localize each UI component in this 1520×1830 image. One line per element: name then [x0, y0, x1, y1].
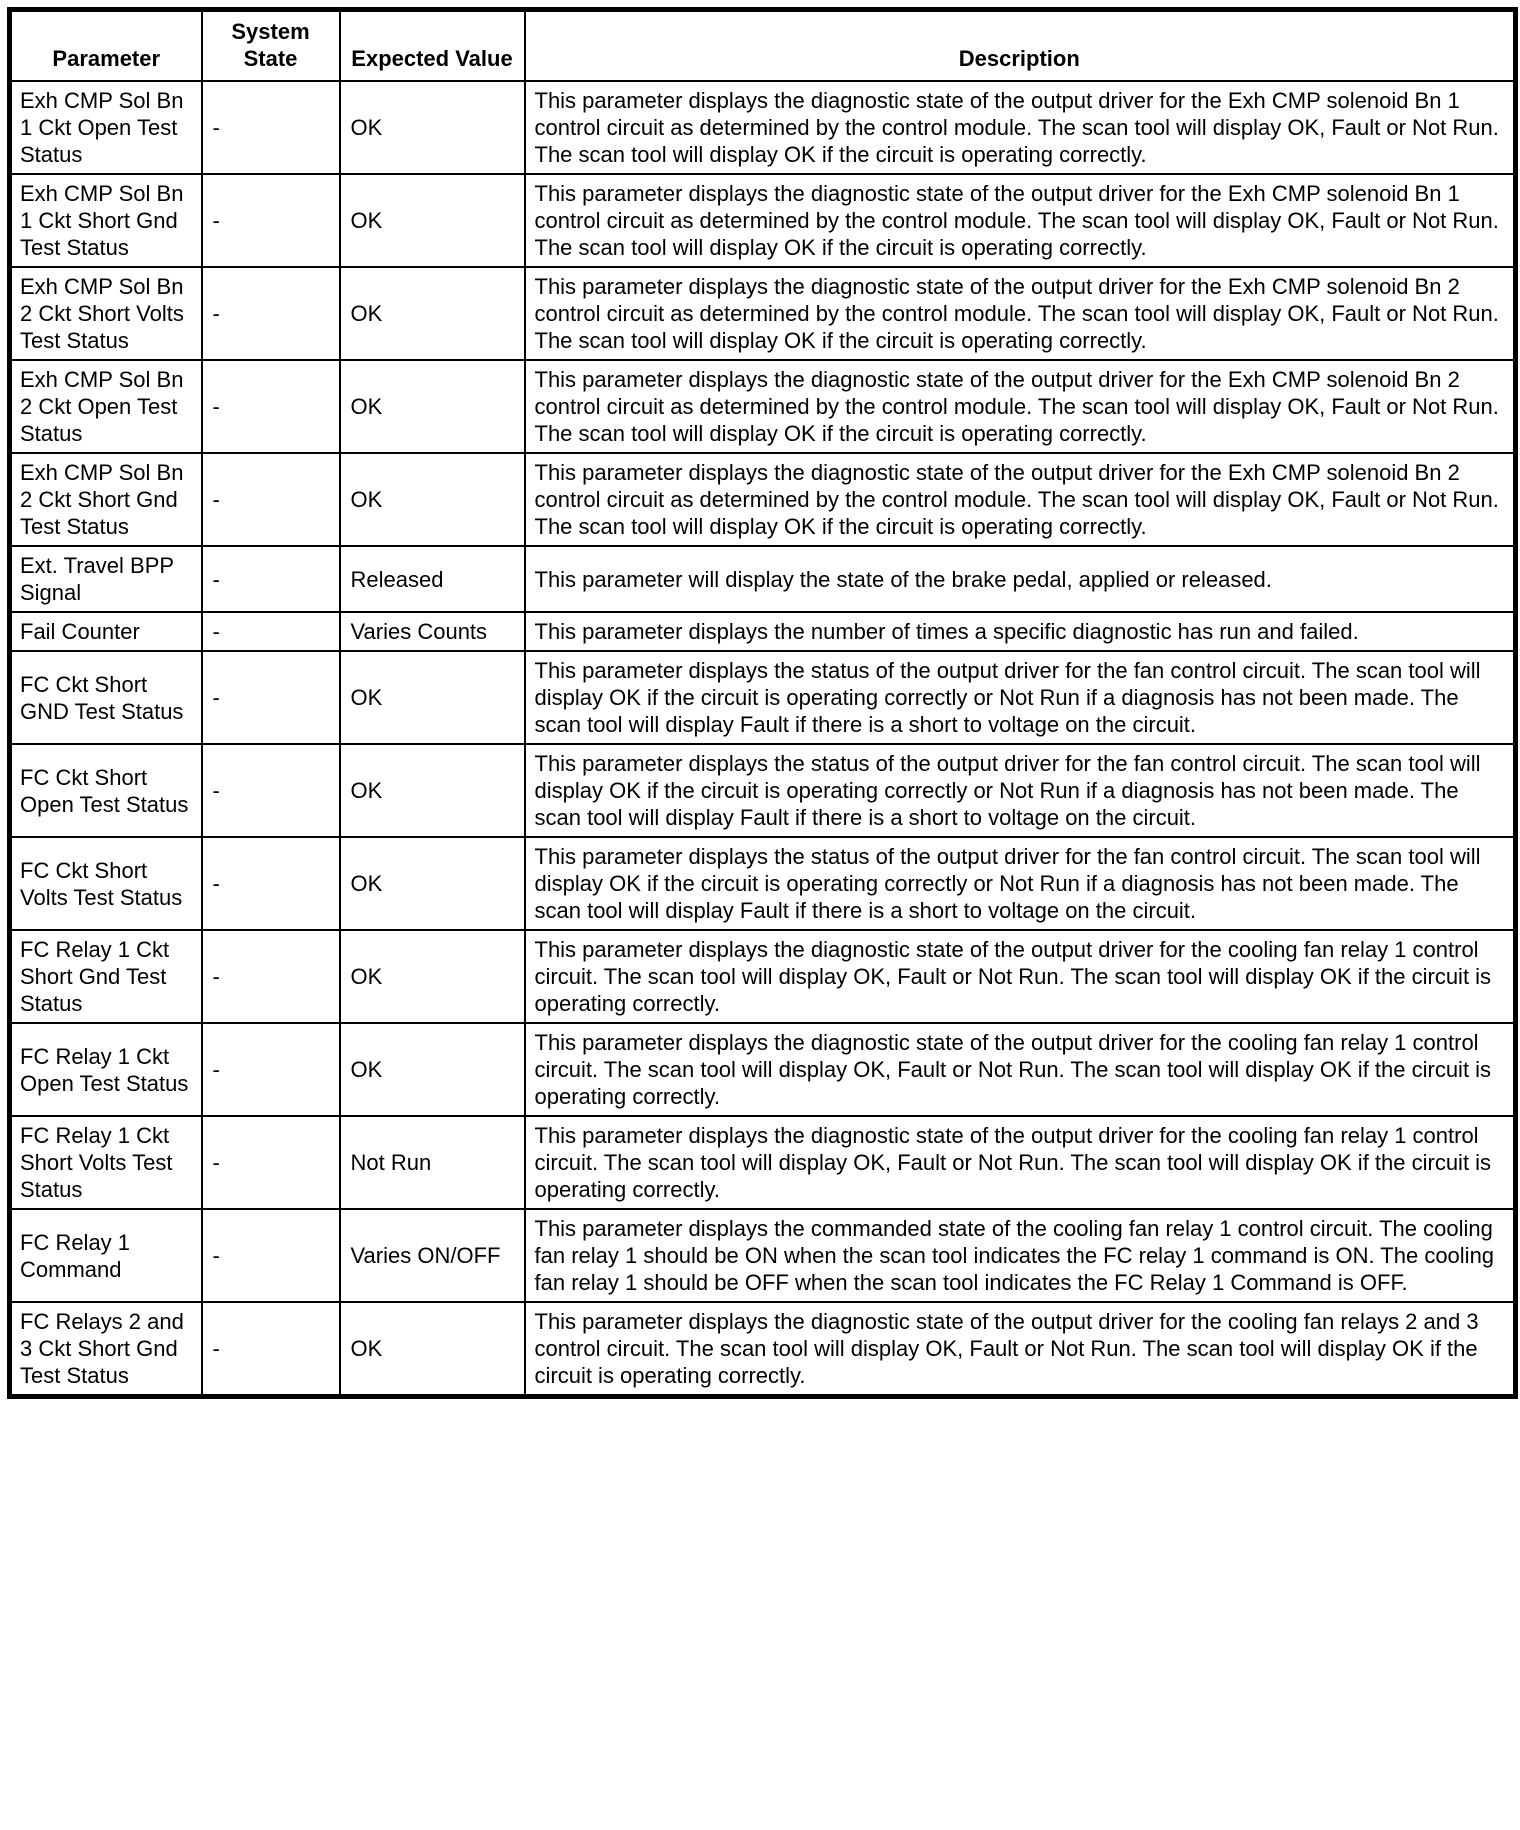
table-row	[10, 174, 1516, 267]
cell-description: This parameter will display the state of the brake pedal, applied or released.	[525, 546, 1516, 612]
cell-description: This parameter displays the diagnostic state of the output driver for the Exh CMP solenoid Bn 2 control circuit as determined by the control module. The scan tool will display OK, Fault or Not Run. The scan tool will display OK if the circuit is operating correctly.	[525, 360, 1516, 453]
cell-system-state: -	[202, 930, 340, 1023]
table-row	[10, 651, 1516, 744]
cell-expected-value: OK	[340, 174, 525, 267]
cell-parameter: FC Relay 1 Ckt Short Volts Test Status	[10, 1116, 202, 1209]
cell-expected-value: Varies Counts	[340, 612, 525, 651]
cell-parameter: FC Relays 2 and 3 Ckt Short Gnd Test Status	[10, 1302, 202, 1397]
cell-expected-value: OK	[340, 267, 525, 360]
cell-description: This parameter displays the status of the output driver for the fan control circuit. The scan tool will display OK if the circuit is operating correctly or Not Run if a diagnosis has not been made. The scan tool will display Fault if there is a short to voltage on the circuit.	[525, 837, 1516, 930]
cell-system-state: -	[202, 453, 340, 546]
table-row	[10, 267, 1516, 360]
cell-system-state: -	[202, 744, 340, 837]
table-row	[10, 612, 1516, 651]
cell-parameter: Exh CMP Sol Bn 2 Ckt Short Volts Test Status	[10, 267, 202, 360]
cell-system-state: -	[202, 267, 340, 360]
cell-expected-value: OK	[340, 453, 525, 546]
cell-expected-value: OK	[340, 651, 525, 744]
table-row	[10, 546, 1516, 612]
cell-system-state: -	[202, 1302, 340, 1397]
cell-system-state: -	[202, 612, 340, 651]
cell-description: This parameter displays the commanded state of the cooling fan relay 1 control circuit. The cooling fan relay 1 should be ON when the scan tool indicates the FC relay 1 command is ON. The cooling fan relay 1 should be OFF when the scan tool indicates the FC Relay 1 Command is OFF.	[525, 1209, 1516, 1302]
column-header-parameter: Parameter	[10, 10, 202, 82]
cell-parameter: Ext. Travel BPP Signal	[10, 546, 202, 612]
cell-expected-value: Varies ON/OFF	[340, 1209, 525, 1302]
cell-system-state: -	[202, 1209, 340, 1302]
cell-expected-value: OK	[340, 360, 525, 453]
table-header-row	[10, 10, 1516, 82]
column-header-system-state: System State	[202, 10, 340, 82]
cell-system-state: -	[202, 360, 340, 453]
cell-system-state: -	[202, 81, 340, 174]
table-row	[10, 744, 1516, 837]
cell-parameter: FC Ckt Short Open Test Status	[10, 744, 202, 837]
cell-description: This parameter displays the diagnostic state of the output driver for the Exh CMP solenoid Bn 2 control circuit as determined by the control module. The scan tool will display OK, Fault or Not Run. The scan tool will display OK if the circuit is operating correctly.	[525, 267, 1516, 360]
table-row	[10, 837, 1516, 930]
table-row	[10, 1302, 1516, 1397]
cell-description: This parameter displays the diagnostic state of the output driver for the cooling fan relay 1 control circuit. The scan tool will display OK, Fault or Not Run. The scan tool will display OK if the circuit is operating correctly.	[525, 1023, 1516, 1116]
cell-expected-value: Not Run	[340, 1116, 525, 1209]
cell-expected-value: OK	[340, 1023, 525, 1116]
table-row	[10, 1023, 1516, 1116]
cell-system-state: -	[202, 651, 340, 744]
cell-description: This parameter displays the diagnostic state of the output driver for the cooling fan relay 1 control circuit. The scan tool will display OK, Fault or Not Run. The scan tool will display OK if the circuit is operating correctly.	[525, 1116, 1516, 1209]
column-header-description: Description	[525, 10, 1516, 82]
cell-expected-value: Released	[340, 546, 525, 612]
cell-system-state: -	[202, 174, 340, 267]
table-row	[10, 1209, 1516, 1302]
cell-parameter: Exh CMP Sol Bn 1 Ckt Short Gnd Test Status	[10, 174, 202, 267]
cell-description: This parameter displays the diagnostic state of the output driver for the Exh CMP solenoid Bn 1 control circuit as determined by the control module. The scan tool will display OK, Fault or Not Run. The scan tool will display OK if the circuit is operating correctly.	[525, 81, 1516, 174]
table-row	[10, 360, 1516, 453]
table-body	[10, 81, 1516, 1397]
cell-description: This parameter displays the status of the output driver for the fan control circuit. The scan tool will display OK if the circuit is operating correctly or Not Run if a diagnosis has not been made. The scan tool will display Fault if there is a short to voltage on the circuit.	[525, 744, 1516, 837]
cell-description: This parameter displays the diagnostic state of the output driver for the Exh CMP solenoid Bn 2 control circuit as determined by the control module. The scan tool will display OK, Fault or Not Run. The scan tool will display OK if the circuit is operating correctly.	[525, 453, 1516, 546]
cell-expected-value: OK	[340, 837, 525, 930]
cell-description: This parameter displays the diagnostic state of the output driver for the Exh CMP solenoid Bn 1 control circuit as determined by the control module. The scan tool will display OK, Fault or Not Run. The scan tool will display OK if the circuit is operating correctly.	[525, 174, 1516, 267]
cell-expected-value: OK	[340, 930, 525, 1023]
parameter-table	[7, 7, 1518, 1399]
cell-system-state: -	[202, 1116, 340, 1209]
cell-description: This parameter displays the number of times a specific diagnostic has run and failed.	[525, 612, 1516, 651]
cell-system-state: -	[202, 1023, 340, 1116]
cell-system-state: -	[202, 546, 340, 612]
cell-description: This parameter displays the status of the output driver for the fan control circuit. The scan tool will display OK if the circuit is operating correctly or Not Run if a diagnosis has not been made. The scan tool will display Fault if there is a short to voltage on the circuit.	[525, 651, 1516, 744]
cell-parameter: Exh CMP Sol Bn 2 Ckt Short Gnd Test Status	[10, 453, 202, 546]
cell-parameter: FC Relay 1 Ckt Open Test Status	[10, 1023, 202, 1116]
table-row	[10, 930, 1516, 1023]
cell-parameter: FC Ckt Short GND Test Status	[10, 651, 202, 744]
table-row	[10, 453, 1516, 546]
table-row	[10, 1116, 1516, 1209]
table-row	[10, 81, 1516, 174]
cell-description: This parameter displays the diagnostic state of the output driver for the cooling fan relays 2 and 3 control circuit. The scan tool will display OK, Fault or Not Run. The scan tool will display OK if the circuit is operating correctly.	[525, 1302, 1516, 1397]
cell-description: This parameter displays the diagnostic state of the output driver for the cooling fan relay 1 control circuit. The scan tool will display OK, Fault or Not Run. The scan tool will display OK if the circuit is operating correctly.	[525, 930, 1516, 1023]
cell-expected-value: OK	[340, 81, 525, 174]
cell-parameter: FC Ckt Short Volts Test Status	[10, 837, 202, 930]
cell-expected-value: OK	[340, 1302, 525, 1397]
column-header-expected-value: Expected Value	[340, 10, 525, 82]
cell-parameter: Exh CMP Sol Bn 2 Ckt Open Test Status	[10, 360, 202, 453]
cell-parameter: FC Relay 1 Ckt Short Gnd Test Status	[10, 930, 202, 1023]
cell-expected-value: OK	[340, 744, 525, 837]
cell-parameter: Exh CMP Sol Bn 1 Ckt Open Test Status	[10, 81, 202, 174]
cell-parameter: Fail Counter	[10, 612, 202, 651]
cell-parameter: FC Relay 1 Command	[10, 1209, 202, 1302]
cell-system-state: -	[202, 837, 340, 930]
